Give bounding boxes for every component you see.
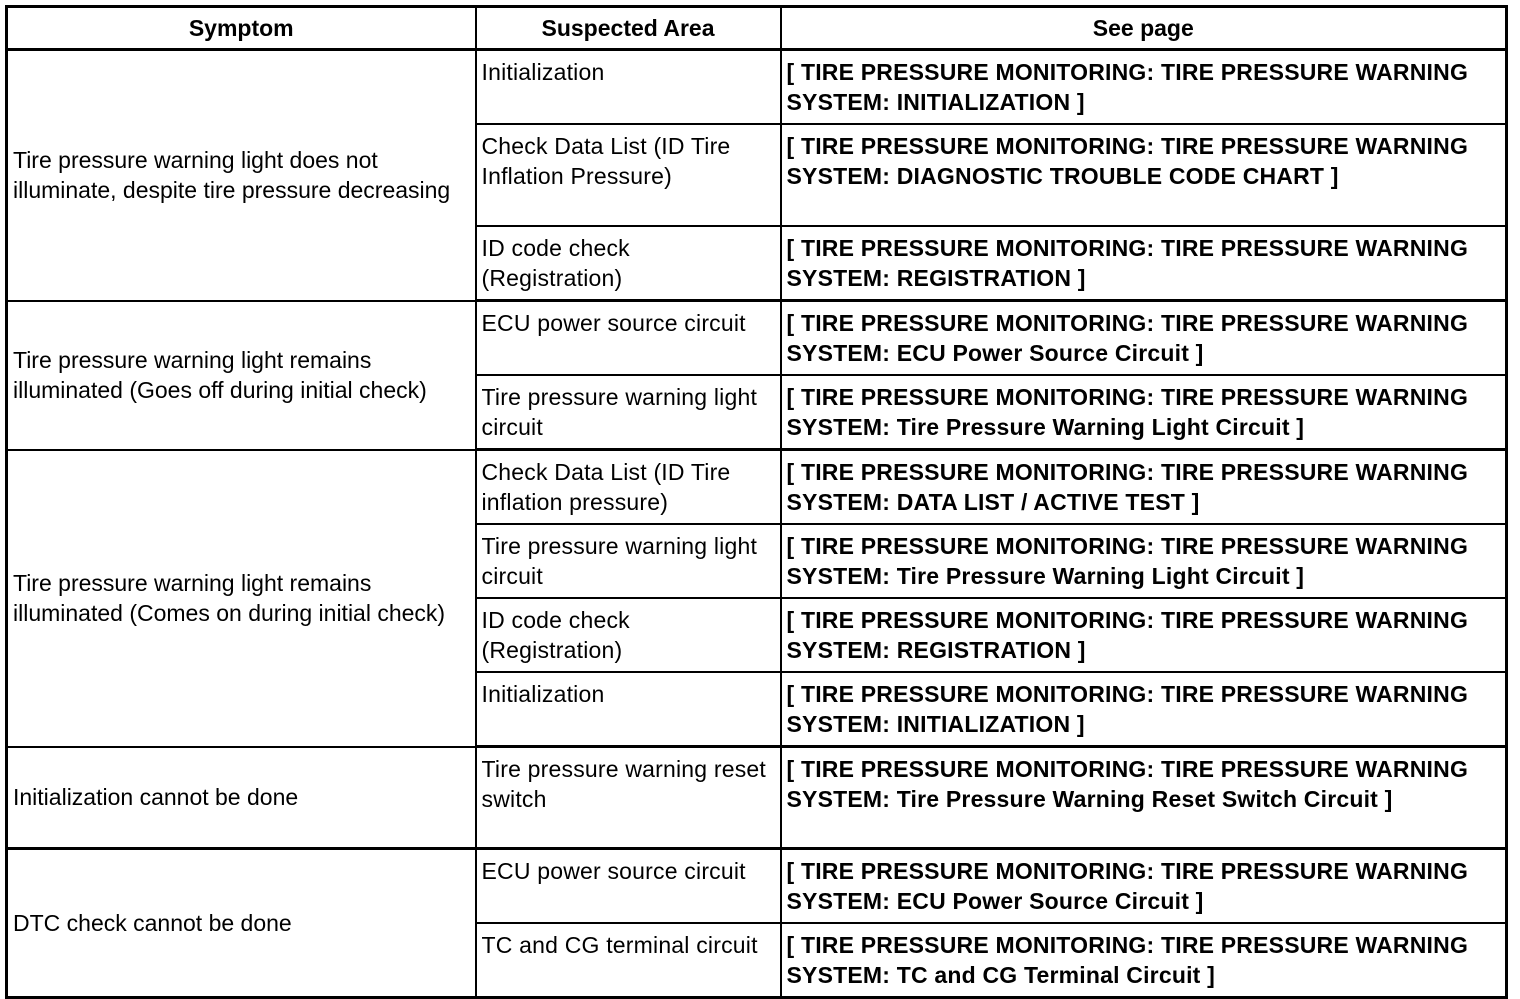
see-page-link[interactable]: [ TIRE PRESSURE MONITORING: TIRE PRESSURE WARNING SYSTEM: TC and CG Terminal Circuit ] [781, 923, 1507, 998]
suspected-area-cell: Initialization [476, 50, 781, 125]
suspected-area-cell: Tire pressure warning light circuit [476, 375, 781, 450]
table-row [7, 849, 1507, 924]
header-see-page: See page [781, 7, 1507, 50]
suspected-area-cell: ID code check (Registration) [476, 226, 781, 301]
suspected-area-cell: TC and CG terminal circuit [476, 923, 781, 998]
see-page-link[interactable]: [ TIRE PRESSURE MONITORING: TIRE PRESSURE WARNING SYSTEM: Tire Pressure Warning Reset Switch Circuit ] [781, 747, 1507, 849]
see-page-link[interactable]: [ TIRE PRESSURE MONITORING: TIRE PRESSURE WARNING SYSTEM: REGISTRATION ] [781, 598, 1507, 672]
symptom-cell: Tire pressure warning light remains illuminated (Comes on during initial check) [7, 450, 476, 747]
table-header-row [7, 7, 1507, 50]
symptom-cell: Tire pressure warning light remains illuminated (Goes off during initial check) [7, 301, 476, 450]
symptom-cell: Tire pressure warning light does not illuminate, despite tire pressure decreasing [7, 50, 476, 301]
see-page-link[interactable]: [ TIRE PRESSURE MONITORING: TIRE PRESSURE WARNING SYSTEM: REGISTRATION ] [781, 226, 1507, 301]
table-row [7, 747, 1507, 849]
symptom-cell: Initialization cannot be done [7, 747, 476, 849]
suspected-area-cell: Check Data List (ID Tire Inflation Pressure) [476, 124, 781, 226]
suspected-area-cell: Tire pressure warning reset switch [476, 747, 781, 849]
suspected-area-cell: ECU power source circuit [476, 849, 781, 924]
problem-symptoms-table [5, 5, 1508, 999]
table-row [7, 450, 1507, 525]
suspected-area-cell: ID code check (Registration) [476, 598, 781, 672]
symptom-cell: DTC check cannot be done [7, 849, 476, 998]
header-symptom: Symptom [7, 7, 476, 50]
see-page-link[interactable]: [ TIRE PRESSURE MONITORING: TIRE PRESSURE WARNING SYSTEM: INITIALIZATION ] [781, 50, 1507, 125]
suspected-area-cell: ECU power source circuit [476, 301, 781, 376]
see-page-link[interactable]: [ TIRE PRESSURE MONITORING: TIRE PRESSURE WARNING SYSTEM: DATA LIST / ACTIVE TEST ] [781, 450, 1507, 525]
see-page-link[interactable]: [ TIRE PRESSURE MONITORING: TIRE PRESSURE WARNING SYSTEM: Tire Pressure Warning Light Circuit ] [781, 375, 1507, 450]
see-page-link[interactable]: [ TIRE PRESSURE MONITORING: TIRE PRESSURE WARNING SYSTEM: INITIALIZATION ] [781, 672, 1507, 747]
header-suspected-area: Suspected Area [476, 7, 781, 50]
table-row [7, 301, 1507, 376]
suspected-area-cell: Initialization [476, 672, 781, 747]
see-page-link[interactable]: [ TIRE PRESSURE MONITORING: TIRE PRESSURE WARNING SYSTEM: DIAGNOSTIC TROUBLE CODE CHART ] [781, 124, 1507, 226]
suspected-area-cell: Tire pressure warning light circuit [476, 524, 781, 598]
see-page-link[interactable]: [ TIRE PRESSURE MONITORING: TIRE PRESSURE WARNING SYSTEM: ECU Power Source Circuit ] [781, 849, 1507, 924]
suspected-area-cell: Check Data List (ID Tire inflation pressure) [476, 450, 781, 525]
see-page-link[interactable]: [ TIRE PRESSURE MONITORING: TIRE PRESSURE WARNING SYSTEM: ECU Power Source Circuit ] [781, 301, 1507, 376]
see-page-link[interactable]: [ TIRE PRESSURE MONITORING: TIRE PRESSURE WARNING SYSTEM: Tire Pressure Warning Light Circuit ] [781, 524, 1507, 598]
table-row [7, 50, 1507, 125]
